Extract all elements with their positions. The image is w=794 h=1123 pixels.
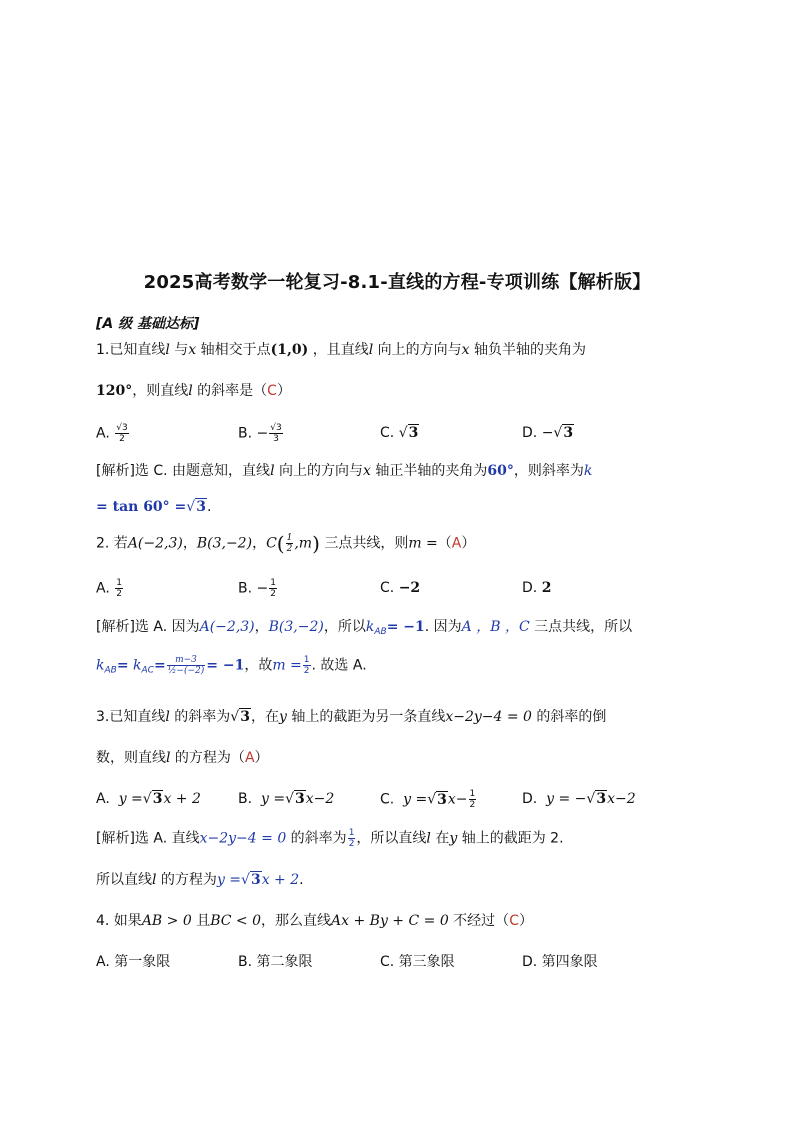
numerator: m−3 bbox=[167, 655, 206, 666]
text: 轴负半轴的夹角为 bbox=[469, 342, 587, 358]
q1-stem-line2 bbox=[96, 381, 291, 401]
section-heading: [A 级 基础达标] bbox=[96, 316, 200, 332]
radicand: 3 bbox=[250, 872, 261, 888]
answer: C bbox=[267, 383, 277, 399]
fraction bbox=[303, 655, 311, 676]
option-label: C. bbox=[380, 791, 395, 808]
q1-solution-line1 bbox=[96, 461, 592, 481]
fraction bbox=[115, 578, 123, 599]
math-m: ,m bbox=[294, 535, 313, 552]
fraction bbox=[167, 655, 206, 676]
text: 的斜率的倒 bbox=[531, 709, 607, 725]
math-point-a: A(−2,3) bbox=[127, 535, 183, 552]
sqrt: √3 bbox=[230, 709, 250, 725]
q1-option-b bbox=[238, 423, 284, 444]
numerator: 1 bbox=[303, 655, 310, 665]
option-label: C. bbox=[380, 425, 395, 441]
text: 的斜率为 bbox=[169, 709, 231, 725]
radicand: 3 bbox=[408, 425, 419, 441]
q1-stem-line1 bbox=[96, 340, 586, 360]
math-expr: x−2 bbox=[305, 791, 335, 807]
q1-option-c bbox=[380, 423, 419, 443]
text: 不经过（ bbox=[448, 913, 510, 929]
text: ） bbox=[461, 535, 476, 552]
math-expr: = −1 bbox=[386, 619, 425, 635]
sqrt: √3 bbox=[553, 425, 574, 441]
text: 的斜率是（ bbox=[192, 383, 268, 399]
math-expr: y = bbox=[403, 791, 428, 808]
text: ） bbox=[518, 913, 533, 929]
math-point-a: A(−2,3) bbox=[199, 619, 255, 635]
denominator: 3 bbox=[273, 434, 279, 444]
math-y: y bbox=[278, 709, 287, 725]
sign: − bbox=[256, 580, 269, 597]
sqrt: √3 bbox=[241, 872, 261, 888]
text: ， bbox=[254, 619, 269, 635]
text: 向上的方向与 bbox=[373, 342, 462, 358]
text: . bbox=[206, 499, 212, 515]
text: 轴相交于点 bbox=[196, 342, 271, 358]
radicand: 3 bbox=[437, 791, 447, 808]
q4-option-d: D. 第四象限 bbox=[522, 954, 598, 970]
math-eq: = bbox=[116, 657, 129, 674]
q2-option-c bbox=[380, 578, 420, 598]
fraction bbox=[348, 828, 356, 849]
math-expr: y = bbox=[118, 791, 143, 807]
denominator: 2 bbox=[116, 589, 122, 599]
subscript: AB bbox=[374, 627, 387, 637]
radicand: 3 bbox=[240, 709, 250, 725]
option-label: D. bbox=[522, 425, 538, 441]
text: 在 bbox=[430, 830, 450, 847]
math-l: l bbox=[270, 463, 275, 479]
text: ， bbox=[252, 535, 267, 552]
radicand: 3 bbox=[152, 791, 163, 807]
text: ，且直线 bbox=[308, 342, 369, 358]
q2-solution-line1 bbox=[96, 617, 632, 642]
page-title: 2025高考数学一轮复习-8.1-直线的方程-专项训练【解析版】 bbox=[143, 272, 651, 293]
math-m: m = bbox=[272, 657, 302, 674]
math-line: x−2y−4 = 0 bbox=[199, 830, 287, 847]
numerator: 1 bbox=[348, 828, 355, 838]
sqrt: √3 bbox=[398, 425, 419, 441]
subscript: AB bbox=[104, 665, 117, 676]
text: 轴上的截距为另一条直线 bbox=[286, 709, 446, 725]
math-l: l bbox=[426, 830, 431, 847]
fraction bbox=[269, 423, 282, 444]
text: 的方程为 bbox=[156, 872, 217, 888]
option-label: D. bbox=[522, 580, 538, 596]
math-k: k bbox=[96, 657, 105, 674]
math-l: l bbox=[165, 342, 170, 358]
q2-option-a bbox=[96, 578, 124, 599]
q3-option-c bbox=[380, 789, 477, 810]
q3-option-a bbox=[96, 789, 201, 809]
text: （ bbox=[437, 535, 452, 552]
text: ，则斜率为 bbox=[513, 463, 584, 479]
sqrt: √3 bbox=[586, 791, 607, 807]
text: ） bbox=[254, 750, 269, 766]
text: ，所以 bbox=[323, 619, 366, 635]
q1-option-d bbox=[522, 423, 574, 443]
subscript: AC bbox=[141, 665, 154, 676]
math-l: l bbox=[188, 383, 193, 399]
math-cond: BC < 0 bbox=[210, 913, 262, 929]
math-l: l bbox=[368, 342, 374, 358]
text: 三点共线，则 bbox=[319, 535, 409, 552]
math-x: x bbox=[188, 342, 197, 358]
numerator: 1 bbox=[116, 578, 122, 588]
option-label: A. bbox=[96, 580, 110, 597]
fraction bbox=[286, 533, 294, 554]
text: 1.已知直线 bbox=[96, 342, 166, 358]
sqrt: √3 bbox=[186, 499, 206, 515]
fraction bbox=[115, 423, 128, 444]
math-k: k bbox=[133, 657, 142, 674]
math-eq: = bbox=[153, 657, 166, 674]
denominator: 2 bbox=[348, 839, 355, 849]
math-expr: x + 2 bbox=[163, 791, 201, 807]
math-expr: y = − bbox=[546, 791, 587, 807]
text: 三点共线，所以 bbox=[529, 619, 633, 635]
paren: ) bbox=[312, 531, 320, 556]
text: [解析]选 A. 因为 bbox=[96, 619, 200, 635]
option-label: B. bbox=[238, 425, 253, 442]
text: 所以直线 bbox=[96, 872, 152, 888]
option-label: A. bbox=[96, 791, 110, 807]
option-label: C. bbox=[380, 580, 395, 596]
text: ，则直线 bbox=[132, 383, 189, 399]
math-expr: x− bbox=[447, 791, 468, 808]
text: . bbox=[299, 872, 304, 888]
option-value: 2 bbox=[541, 580, 552, 596]
fraction bbox=[269, 578, 277, 599]
math-expr: y = bbox=[260, 791, 286, 807]
math-k: k bbox=[583, 463, 593, 479]
text: 轴正半轴的夹角为 bbox=[370, 463, 488, 479]
numerator: 1 bbox=[286, 533, 293, 543]
math-expr: x + 2 bbox=[261, 872, 300, 888]
numerator: 1 bbox=[469, 789, 476, 799]
math-line: Ax + By + C = 0 bbox=[331, 913, 449, 929]
text: ，所以直线 bbox=[356, 830, 427, 847]
text: ，在 bbox=[250, 709, 279, 725]
q3-solution-line2 bbox=[96, 870, 304, 890]
text: ） bbox=[276, 383, 291, 399]
text: 的方程为（ bbox=[170, 750, 245, 766]
denominator: 2 bbox=[303, 666, 310, 676]
math-k: k bbox=[365, 619, 375, 635]
text: . 因为 bbox=[424, 619, 462, 635]
text: 向上的方向与 bbox=[274, 463, 363, 479]
math-x: x bbox=[363, 463, 371, 479]
radicand: 3 bbox=[294, 791, 305, 807]
sqrt: √3 bbox=[285, 791, 305, 807]
math-x: x bbox=[461, 342, 470, 358]
q1-option-a bbox=[96, 423, 130, 444]
math-points: A ，B ，C bbox=[461, 619, 530, 635]
math-expr: = tan 60° = bbox=[96, 499, 187, 515]
fraction bbox=[469, 789, 477, 810]
q4-option-b: B. 第二象限 bbox=[238, 954, 313, 970]
math-angle: 60° bbox=[487, 463, 514, 479]
radicand: 3 bbox=[196, 499, 206, 515]
math-cond: AB > 0 bbox=[141, 913, 192, 929]
text: 的斜率为 bbox=[286, 830, 347, 847]
q4-stem bbox=[96, 911, 533, 931]
paren: ( bbox=[276, 531, 285, 556]
option-value: −2 bbox=[398, 580, 421, 596]
denominator: 2 bbox=[119, 434, 125, 444]
denominator: 2 bbox=[286, 544, 293, 554]
math-point-b: B(3,−2) bbox=[196, 535, 253, 552]
math-l: l bbox=[166, 750, 171, 766]
text: ，那么直线 bbox=[261, 913, 332, 929]
math-y: y bbox=[449, 830, 458, 847]
q2-solution-line2 bbox=[96, 655, 367, 681]
denominator: 2 bbox=[469, 800, 476, 810]
answer: C bbox=[509, 913, 519, 929]
text: [解析]选 A. 直线 bbox=[96, 830, 200, 847]
math-angle: 120° bbox=[96, 383, 133, 399]
math-point-b: B(3,−2) bbox=[268, 619, 324, 635]
math-expr: y = bbox=[216, 872, 242, 888]
math-expr: x−2 bbox=[607, 791, 636, 807]
numerator: √3 bbox=[270, 423, 282, 433]
math-l: l bbox=[152, 872, 157, 888]
text: 2. 若 bbox=[96, 535, 128, 552]
text: . 故选 A. bbox=[311, 657, 367, 674]
text: 4. 如果 bbox=[96, 913, 142, 929]
text: 且 bbox=[191, 913, 211, 929]
radicand: 3 bbox=[596, 791, 607, 807]
option-label: B. bbox=[238, 580, 253, 597]
q3-option-b bbox=[238, 789, 334, 809]
denominator: 2 bbox=[270, 589, 276, 599]
q2-option-d bbox=[522, 578, 551, 598]
denominator: ½−(−2) bbox=[167, 666, 205, 676]
answer: A bbox=[451, 535, 462, 552]
q3-stem-line1 bbox=[96, 707, 606, 727]
text: 数，则直线 bbox=[96, 750, 166, 766]
text: ，故 bbox=[244, 657, 273, 674]
math-expr: = −1 bbox=[206, 657, 245, 674]
sqrt: √3 bbox=[142, 791, 163, 807]
option-label: A. bbox=[96, 425, 110, 442]
math-l: l bbox=[165, 709, 170, 725]
text: ， bbox=[182, 535, 197, 552]
q1-solution-line2 bbox=[96, 497, 211, 517]
q3-stem-line2 bbox=[96, 748, 269, 768]
numerator: √3 bbox=[116, 423, 128, 433]
math-line: x−2y−4 = 0 bbox=[445, 709, 532, 725]
sqrt: √3 bbox=[427, 791, 447, 808]
q3-option-d bbox=[522, 789, 636, 809]
sign: − bbox=[256, 425, 269, 442]
text: 3.已知直线 bbox=[96, 709, 166, 725]
q4-option-c: C. 第三象限 bbox=[380, 954, 455, 970]
option-label: D. bbox=[522, 791, 538, 807]
q4-option-a: A. 第一象限 bbox=[96, 954, 171, 970]
q2-stem bbox=[96, 533, 475, 554]
numerator: 1 bbox=[270, 578, 276, 588]
option-label: B. bbox=[238, 791, 253, 807]
text: 与 bbox=[169, 342, 189, 358]
math-point: (1,0) bbox=[270, 342, 309, 358]
sign: − bbox=[541, 425, 554, 441]
radicand: 3 bbox=[563, 425, 574, 441]
text: [解析]选 C. 由题意知，直线 bbox=[96, 463, 271, 479]
math-point-c: C bbox=[266, 535, 277, 552]
text: 轴上的截距为 2. bbox=[457, 830, 564, 847]
q2-option-b bbox=[238, 578, 278, 599]
answer: A bbox=[244, 750, 255, 766]
q3-solution-line1 bbox=[96, 828, 564, 849]
math-m: m = bbox=[408, 535, 438, 552]
